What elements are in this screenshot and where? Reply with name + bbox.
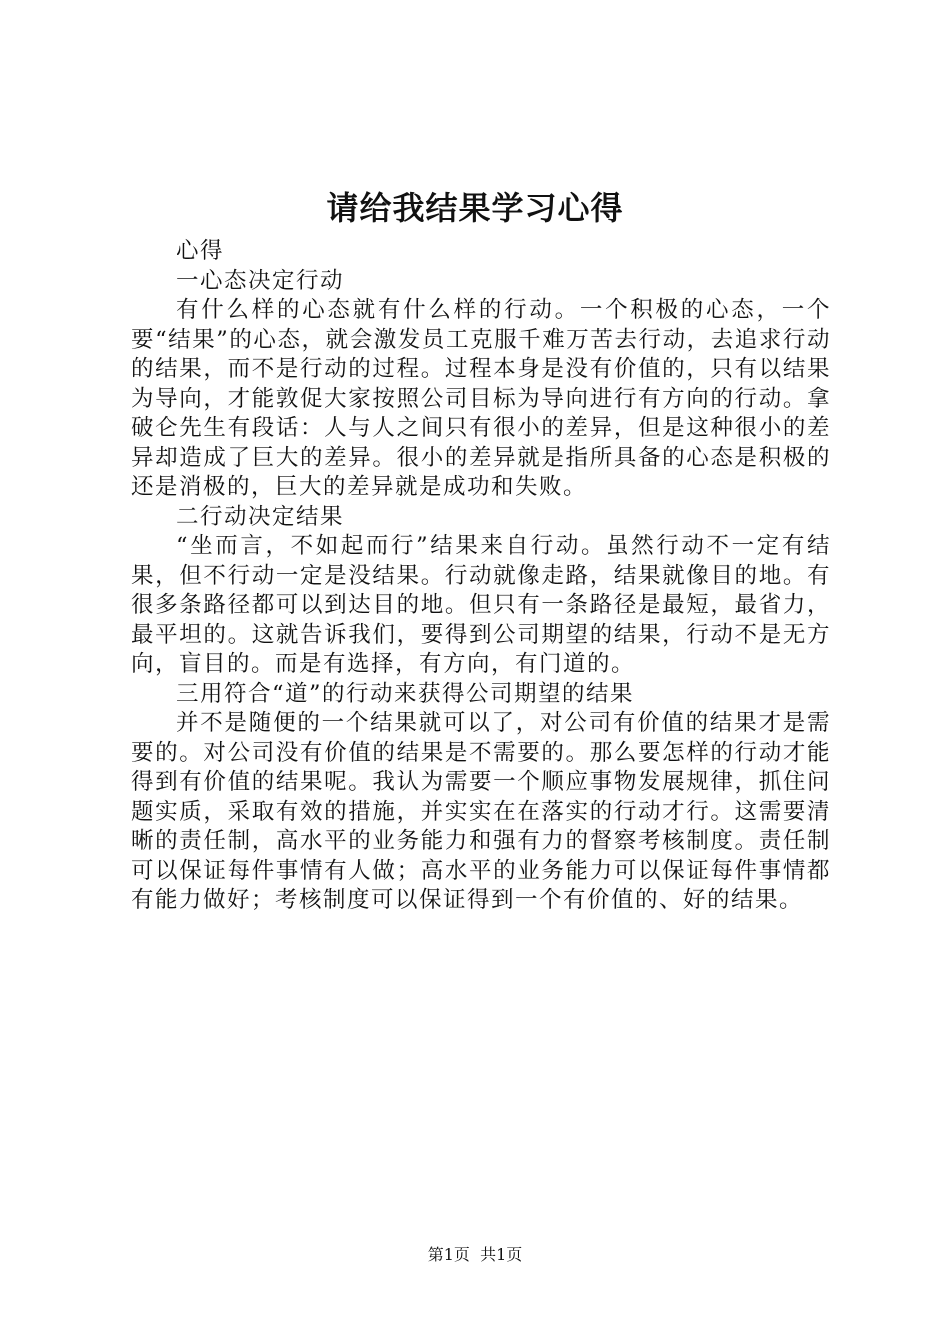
paragraph-2: “坐而言，不如起而行”结果来自行动。虽然行动不一定有结果，但不行动一定是没结果。行动就像走路，结果就像目的地。有很多条路径都可以到达目的地。但只有一条路径是最短，最省力，最平坦的。这就告诉我们，要得到公司期望的结果，行动不是无方向，盲目的。而是有选择，有方向，有门道的。: [131, 533, 831, 677]
section-heading-1: 一心态决定行动: [176, 267, 345, 294]
heading-xinde: 心得: [176, 238, 225, 264]
page-footer: [0, 1244, 950, 1266]
section-heading-2: 二行动决定结果: [176, 503, 345, 530]
document-title: 请给我结果学习心得: [326, 189, 624, 227]
page-total: 共1页: [480, 1245, 523, 1264]
document-body: [131, 237, 831, 916]
section-heading-3: 三用符合“道”的行动来获得公司期望的结果: [176, 680, 635, 707]
paragraph-3: 并不是随便的一个结果就可以了，对公司有价值的结果才是需要的。对公司没有价值的结果是不需要的。那么要怎样的行动才能得到有价值的结果呢。我认为需要一个顺应事物发展规律，抓住问题实质，采取有效的措施，并实实在在落实的行动才行。这需要清晰的责任制，高水平的业务能力和强有力的督察考核制度。责任制可以保证每件事情有人做；高水平的业务能力可以保证每件事情都有能力做好；考核制度可以保证得到一个有价值的、好的结果。: [131, 710, 831, 913]
page-number: 第1页: [427, 1245, 470, 1264]
paragraph-1: 有什么样的心态就有什么样的行动。一个积极的心态，一个要“结果”的心态，就会激发员工克服千难万苦去行动，去追求行动的结果，而不是行动的过程。过程本身是没有价值的，只有以结果为导向，才能敦促大家按照公司目标为导向进行有方向的行动。拿破仑先生有段话：人与人之间只有很小的差异，但是这种很小的差异却造成了巨大的差异。很小的差异就是指所具备的心态是积极的还是消极的，巨大的差异就是成功和失败。: [131, 297, 831, 500]
